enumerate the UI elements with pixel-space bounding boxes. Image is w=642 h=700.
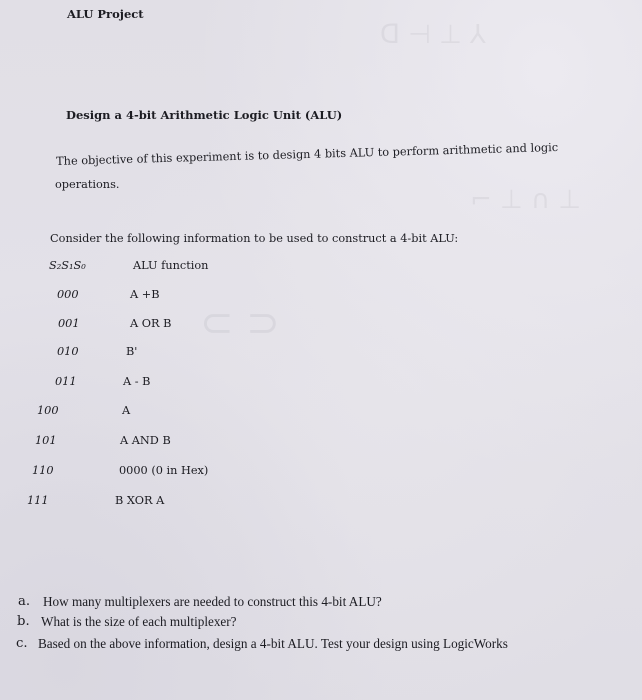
question-letter: a. (18, 594, 31, 609)
question-text: Based on the above information, design a 4-bit ALU. Test your design using LogicWorks (38, 636, 508, 651)
document-heading: Design a 4-bit Arithmetic Logic Unit (ALU) (66, 108, 343, 122)
select-code: 110 (32, 464, 54, 477)
alu-function-header: ALU function (133, 259, 209, 272)
select-code: 100 (37, 404, 59, 417)
question-letter: b. (17, 614, 30, 629)
select-lines-header: S₂S₁S₀ (49, 259, 86, 272)
question-text: What is the size of each multiplexer? (41, 614, 237, 629)
project-title: ALU Project (67, 7, 144, 21)
table-intro-text: Consider the following information to be used to construct a 4-bit ALU: (50, 232, 459, 245)
select-code: 011 (55, 375, 77, 388)
question-letter: c. (16, 636, 28, 651)
select-code: 000 (57, 288, 79, 301)
show-through-text: ⌐ ⊥ ∩ ⊥ (470, 185, 581, 215)
alu-function: A - B (123, 375, 151, 388)
show-through-diagram: ⊂ ⊃ (200, 300, 280, 346)
alu-function: A AND B (120, 434, 171, 447)
select-code: 101 (35, 434, 57, 447)
select-code: 001 (58, 317, 80, 330)
alu-function: A OR B (130, 317, 172, 330)
objective-text-continued: operations. (55, 178, 120, 191)
alu-function: B XOR A (115, 494, 165, 507)
alu-function: 0000 (0 in Hex) (119, 464, 209, 477)
alu-function: B' (126, 345, 138, 358)
show-through-text: ᗡ ⊣ ⊥ ⅄ (380, 20, 486, 50)
objective-text: The objective of this experiment is to design 4 bits ALU to perform arithmetic and logic (56, 140, 559, 168)
alu-function: A (122, 404, 131, 417)
question-text: How many multiplexers are needed to construct this 4-bit ALU? (43, 594, 382, 609)
select-code: 111 (27, 494, 49, 507)
alu-function: A +B (130, 288, 160, 301)
select-code: 010 (57, 345, 79, 358)
